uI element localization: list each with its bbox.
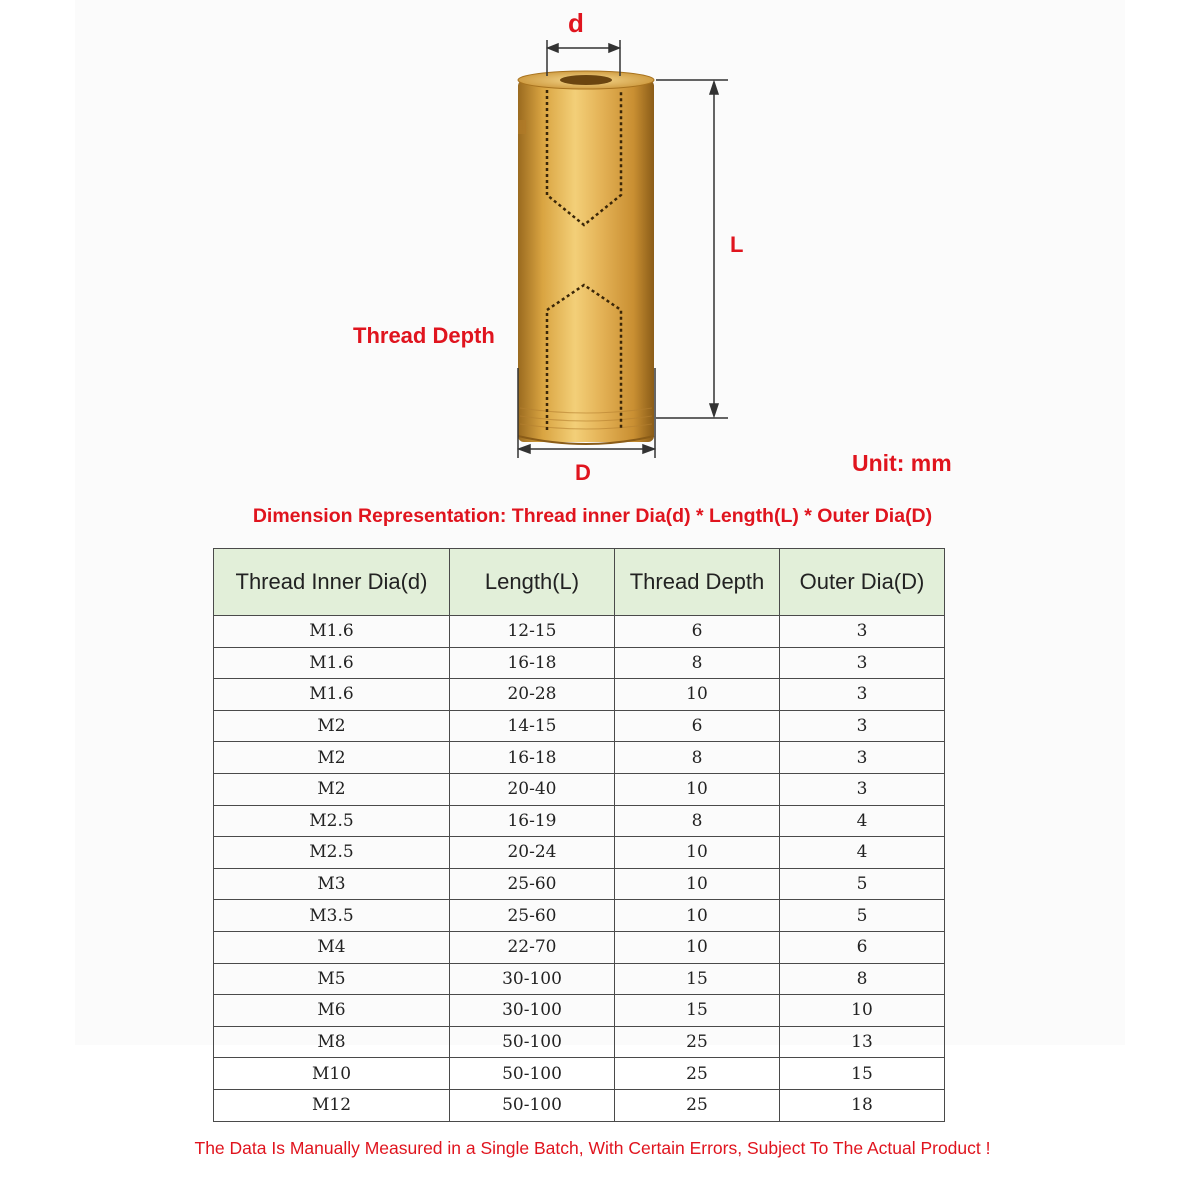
- cell-length: 14-15: [450, 710, 615, 742]
- table-row: [214, 710, 945, 742]
- cell-length: 30-100: [450, 995, 615, 1027]
- cell-depth: 10: [615, 900, 780, 932]
- cell-depth: 8: [615, 742, 780, 774]
- cell-thread: M3: [214, 868, 450, 900]
- cell-thread: M2: [214, 710, 450, 742]
- table-row: [214, 1058, 945, 1090]
- header-length: Length(L): [450, 549, 615, 616]
- cell-length: 22-70: [450, 931, 615, 963]
- cell-length: 20-40: [450, 773, 615, 805]
- table-row: [214, 773, 945, 805]
- cell-outer: 8: [780, 963, 945, 995]
- spec-table: [213, 548, 945, 1122]
- cell-thread: M2.5: [214, 805, 450, 837]
- cell-outer: 5: [780, 900, 945, 932]
- table-row: [214, 837, 945, 869]
- cell-depth: 25: [615, 1026, 780, 1058]
- cell-depth: 15: [615, 995, 780, 1027]
- thread-depth-label: Thread Depth: [353, 323, 495, 348]
- cell-length: 20-24: [450, 837, 615, 869]
- table-row: [214, 647, 945, 679]
- table-row: [214, 900, 945, 932]
- cell-thread: M10: [214, 1058, 450, 1090]
- table-row: [214, 963, 945, 995]
- cell-depth: 6: [615, 616, 780, 648]
- cell-depth: 25: [615, 1089, 780, 1121]
- cell-outer: 6: [780, 931, 945, 963]
- cell-depth: 8: [615, 805, 780, 837]
- table-row: [214, 1089, 945, 1121]
- cell-outer: 18: [780, 1089, 945, 1121]
- table-row: [214, 931, 945, 963]
- cell-length: 16-19: [450, 805, 615, 837]
- header-outer-dia: Outer Dia(D): [780, 549, 945, 616]
- standoff-body: [518, 80, 654, 442]
- cell-depth: 10: [615, 931, 780, 963]
- table-row: [214, 805, 945, 837]
- cell-thread: M8: [214, 1026, 450, 1058]
- cell-length: 50-100: [450, 1026, 615, 1058]
- cell-thread: M12: [214, 1089, 450, 1121]
- cell-outer: 15: [780, 1058, 945, 1090]
- cell-outer: 3: [780, 773, 945, 805]
- cell-outer: 3: [780, 616, 945, 648]
- cell-outer: 4: [780, 837, 945, 869]
- cell-outer: 3: [780, 742, 945, 774]
- table-row: [214, 868, 945, 900]
- cell-length: 50-100: [450, 1058, 615, 1090]
- cell-depth: 10: [615, 679, 780, 711]
- cell-outer: 4: [780, 805, 945, 837]
- measurement-disclaimer: The Data Is Manually Measured in a Single Batch, With Certain Errors, Subject To The Actual Product !: [194, 1138, 991, 1158]
- cell-length: 12-15: [450, 616, 615, 648]
- cell-depth: 8: [615, 647, 780, 679]
- cell-depth: 25: [615, 1058, 780, 1090]
- cell-thread: M3.5: [214, 900, 450, 932]
- table-header-row: [214, 549, 945, 616]
- cell-outer: 3: [780, 679, 945, 711]
- cell-thread: M1.6: [214, 616, 450, 648]
- table-row: [214, 679, 945, 711]
- inner-diameter-label: d: [568, 8, 584, 38]
- cell-length: 30-100: [450, 963, 615, 995]
- cell-thread: M1.6: [214, 679, 450, 711]
- cell-thread: M6: [214, 995, 450, 1027]
- cell-thread: M2: [214, 773, 450, 805]
- cell-outer: 3: [780, 647, 945, 679]
- dimension-representation: Dimension Representation: Thread inner Dia(d) * Length(L) * Outer Dia(D): [252, 505, 933, 527]
- cell-depth: 10: [615, 868, 780, 900]
- cell-depth: 6: [615, 710, 780, 742]
- cell-length: 25-60: [450, 900, 615, 932]
- cell-depth: 10: [615, 837, 780, 869]
- length-label: L: [730, 232, 744, 257]
- cell-thread: M2.5: [214, 837, 450, 869]
- table-row: [214, 616, 945, 648]
- header-thread-depth: Thread Depth: [615, 549, 780, 616]
- cell-depth: 15: [615, 963, 780, 995]
- cell-thread: M4: [214, 931, 450, 963]
- cell-length: 20-28: [450, 679, 615, 711]
- table-row: [214, 742, 945, 774]
- L-dimension-arrow: [656, 80, 728, 418]
- thread-hole: [560, 75, 612, 85]
- cell-thread: M1.6: [214, 647, 450, 679]
- table-row: [214, 995, 945, 1027]
- outer-diameter-label: D: [575, 460, 591, 485]
- cell-length: 16-18: [450, 742, 615, 774]
- cell-outer: 5: [780, 868, 945, 900]
- header-thread-inner-dia: Thread Inner Dia(d): [214, 549, 450, 616]
- cell-length: 50-100: [450, 1089, 615, 1121]
- brass-standoff-diagram: [0, 0, 1200, 500]
- cell-length: 25-60: [450, 868, 615, 900]
- cell-outer: 13: [780, 1026, 945, 1058]
- cell-depth: 10: [615, 773, 780, 805]
- cell-length: 16-18: [450, 647, 615, 679]
- table-row: [214, 1026, 945, 1058]
- cell-thread: M2: [214, 742, 450, 774]
- cell-thread: M5: [214, 963, 450, 995]
- cell-outer: 3: [780, 710, 945, 742]
- cell-outer: 10: [780, 995, 945, 1027]
- unit-label: Unit: mm: [852, 450, 952, 476]
